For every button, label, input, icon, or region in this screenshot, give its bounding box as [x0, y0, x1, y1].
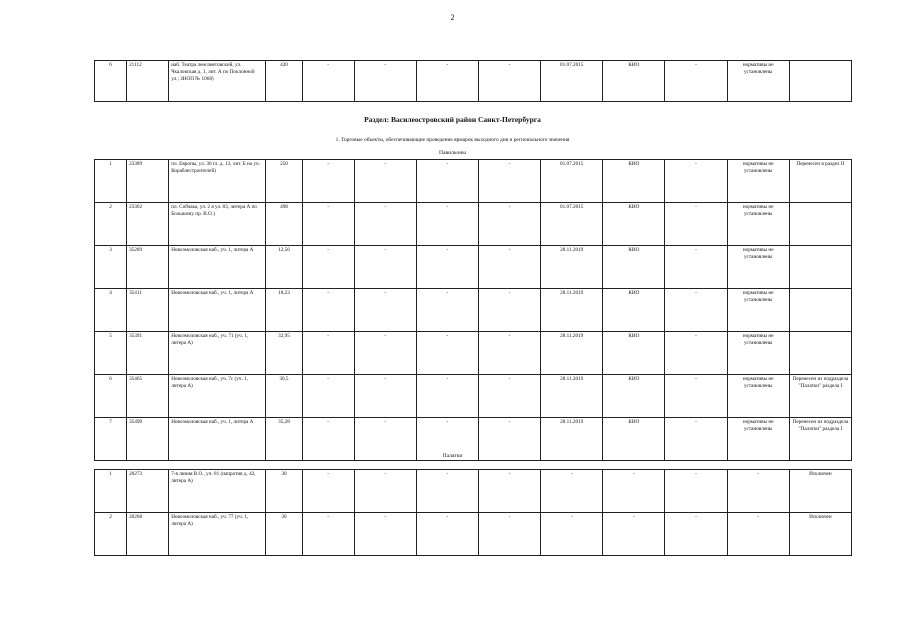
table-cell: Новоэмоловская наб., уч. 77 (уч. 1, литера А): [169, 513, 266, 556]
table-cell: 35289: [127, 246, 169, 289]
table-cell: [789, 289, 851, 332]
table-cell: КИО: [603, 418, 665, 461]
table-cell: -: [478, 246, 540, 289]
table-cell: -: [354, 375, 416, 418]
table-cell: 420: [266, 61, 302, 102]
table-cell: КИО: [603, 375, 665, 418]
table-row: [95, 203, 852, 246]
table-cell: -: [416, 418, 478, 461]
table-cell: 30,5: [266, 375, 302, 418]
table-cell: -: [727, 470, 789, 513]
table-cell: -: [302, 418, 354, 461]
table-cell: -: [354, 246, 416, 289]
table-cell: -: [478, 289, 540, 332]
table-cell: 3: [95, 246, 127, 289]
table-cell: 35465: [127, 375, 169, 418]
table-cell: 20273: [127, 470, 169, 513]
table-cell: 30: [266, 470, 302, 513]
table-cell: -: [478, 418, 540, 461]
table-cell: 35411: [127, 289, 169, 332]
table-cell: 01.07.2015: [541, 160, 603, 203]
table-row: [95, 61, 852, 102]
group-separator-cell: [95, 461, 852, 470]
table-row: [95, 513, 852, 556]
table-cell: -: [302, 332, 354, 375]
table-cell: -: [354, 418, 416, 461]
table-cell: нормативы не установлены: [727, 203, 789, 246]
table-cell: -: [354, 470, 416, 513]
table-cell: нормативы не установлены: [727, 246, 789, 289]
table-row: [95, 470, 852, 513]
table-cell: КИО: [603, 203, 665, 246]
table-cell: -: [354, 160, 416, 203]
table-cell: -: [416, 332, 478, 375]
table-row: [95, 418, 852, 461]
table-cell: нормативы не установлены: [727, 332, 789, 375]
table-cell: 35,28: [266, 418, 302, 461]
table-cell: -: [416, 470, 478, 513]
table-cell: -: [665, 203, 727, 246]
table-cell: КИО: [603, 332, 665, 375]
table-cell: нормативы не установлены: [727, 160, 789, 203]
table-cell: 28.11.2019: [541, 246, 603, 289]
table-cell: 6: [95, 375, 127, 418]
table-cell: Исключен: [789, 513, 851, 556]
table-cell: 21112: [127, 61, 169, 102]
table-cell: Перенесен из подраздела "Палатки" раздела I: [789, 375, 851, 418]
table-cell: [789, 61, 851, 102]
table-cell: -: [416, 203, 478, 246]
table-row: [95, 332, 852, 375]
group-label-pavilions: Павильоны: [438, 150, 467, 156]
table-cell: -: [302, 470, 354, 513]
page-number: 2: [450, 13, 455, 22]
table-cell: 1: [95, 470, 127, 513]
table-cell: 6: [95, 61, 127, 102]
table-cell: Перенесен в раздел II: [789, 160, 851, 203]
table-cell: -: [478, 203, 540, 246]
table-cell: [789, 203, 851, 246]
table-cell: -: [302, 289, 354, 332]
table-cell: -: [302, 513, 354, 556]
table-cell: 18,23: [266, 289, 302, 332]
table-cell: -: [603, 513, 665, 556]
table-cell: пл. Собчака, ул. 2 я ул. 83, литера А по Большому пр. В.О.): [169, 203, 266, 246]
table-cell: нормативы не установлены: [727, 375, 789, 418]
table-cell: Новоэмоловская наб., уч. 7с (уч. 1, литера А): [169, 375, 266, 418]
table-cell: -: [302, 246, 354, 289]
table-cell: 28.11.2019: [541, 332, 603, 375]
table-cell: -: [541, 513, 603, 556]
table-cell: 28.11.2019: [541, 418, 603, 461]
table-cell: -: [478, 61, 540, 102]
table-cell: КИО: [603, 289, 665, 332]
table-cell: 01.07.2015: [541, 61, 603, 102]
table-cell: нормативы не установлены: [727, 418, 789, 461]
table-cell: 30: [266, 513, 302, 556]
table-cell: -: [665, 332, 727, 375]
table-cell: [789, 246, 851, 289]
table-cell: -: [665, 160, 727, 203]
table-cell: -: [478, 332, 540, 375]
table-row: [95, 289, 852, 332]
table-cell: КИО: [603, 246, 665, 289]
table-cell: 7-я линия В.О., уч. 81 (напротив д. 42, литера А): [169, 470, 266, 513]
group-label-tents: Палатки: [442, 453, 463, 459]
table-cell: -: [665, 375, 727, 418]
table-cell: Новоэмоловская наб., уч. 71 (уч. 1, литера А): [169, 332, 266, 375]
table-cell: -: [354, 332, 416, 375]
table-cell: 20268: [127, 513, 169, 556]
table-cell: нормативы не установлены: [727, 289, 789, 332]
table-cell: Новоэмоловская наб., уч. 1, литера А: [169, 418, 266, 461]
table-cell: -: [416, 289, 478, 332]
table-cell: -: [665, 289, 727, 332]
top-table: [94, 60, 852, 102]
table-cell: -: [665, 246, 727, 289]
table-cell: [789, 332, 851, 375]
table-cell: -: [416, 513, 478, 556]
table-cell: 7: [95, 418, 127, 461]
table-cell: 23389: [127, 160, 169, 203]
table-cell: КИО: [603, 61, 665, 102]
table-cell: -: [478, 160, 540, 203]
table-cell: 250: [266, 160, 302, 203]
table-cell: -: [416, 375, 478, 418]
table-cell: -: [416, 160, 478, 203]
group-separator-row: [95, 461, 852, 470]
table-cell: -: [665, 61, 727, 102]
table-row: [95, 246, 852, 289]
table-cell: -: [302, 203, 354, 246]
section-subtitle: 1. Торговые объекты, обеспечивающие проведение ярмарок выходного дня и регионального значения: [335, 137, 570, 143]
table-cell: -: [416, 246, 478, 289]
table-cell: -: [354, 61, 416, 102]
table-cell: 2: [95, 513, 127, 556]
table-cell: 01.07.2015: [541, 203, 603, 246]
table-cell: -: [665, 513, 727, 556]
table-cell: нормативы не установлены: [727, 61, 789, 102]
table-cell: Исключен: [789, 470, 851, 513]
table-cell: 28.11.2019: [541, 375, 603, 418]
table-cell: 28.11.2019: [541, 289, 603, 332]
table-cell: наб. Театра ленсоветовский, ул. Чкаловская д. 1, лит. А по Поклонной ул.; ЗНОП № 1068): [169, 61, 266, 102]
table-cell: КИО: [603, 160, 665, 203]
table-cell: 35490: [127, 418, 169, 461]
table-cell: 5: [95, 332, 127, 375]
table-cell: -: [354, 289, 416, 332]
table-cell: 35391: [127, 332, 169, 375]
table-cell: -: [302, 160, 354, 203]
table-cell: -: [478, 375, 540, 418]
table-cell: -: [665, 470, 727, 513]
table-cell: -: [478, 513, 540, 556]
table-cell: 2: [95, 203, 127, 246]
table-cell: Новоэмоловская наб., уч. 1, литера А: [169, 289, 266, 332]
table-cell: 1: [95, 160, 127, 203]
table-cell: -: [354, 513, 416, 556]
table-cell: -: [727, 513, 789, 556]
table-cell: -: [603, 470, 665, 513]
table-cell: Новоэмоловская наб., уч. 1, литера А: [169, 246, 266, 289]
table-cell: -: [416, 61, 478, 102]
table-cell: 32,95: [266, 332, 302, 375]
table-cell: -: [665, 418, 727, 461]
section-title: Раздел: Василеостровский район Санкт-Петербурга: [364, 115, 541, 124]
table-cell: -: [354, 203, 416, 246]
main-table: [94, 159, 852, 556]
table-cell: -: [541, 470, 603, 513]
table-cell: 498: [266, 203, 302, 246]
table-cell: 23362: [127, 203, 169, 246]
table-row: [95, 375, 852, 418]
table-cell: -: [302, 375, 354, 418]
table-cell: Перенесен из подраздела "Палатки" раздела I: [789, 418, 851, 461]
table-cell: -: [302, 61, 354, 102]
table-cell: 12,56: [266, 246, 302, 289]
table-cell: -: [478, 470, 540, 513]
table-cell: пл. Европы, ул. 30 гл. д. 13, лит. Б на уч. Кораблестроителей): [169, 160, 266, 203]
table-cell: 4: [95, 289, 127, 332]
table-row: [95, 160, 852, 203]
